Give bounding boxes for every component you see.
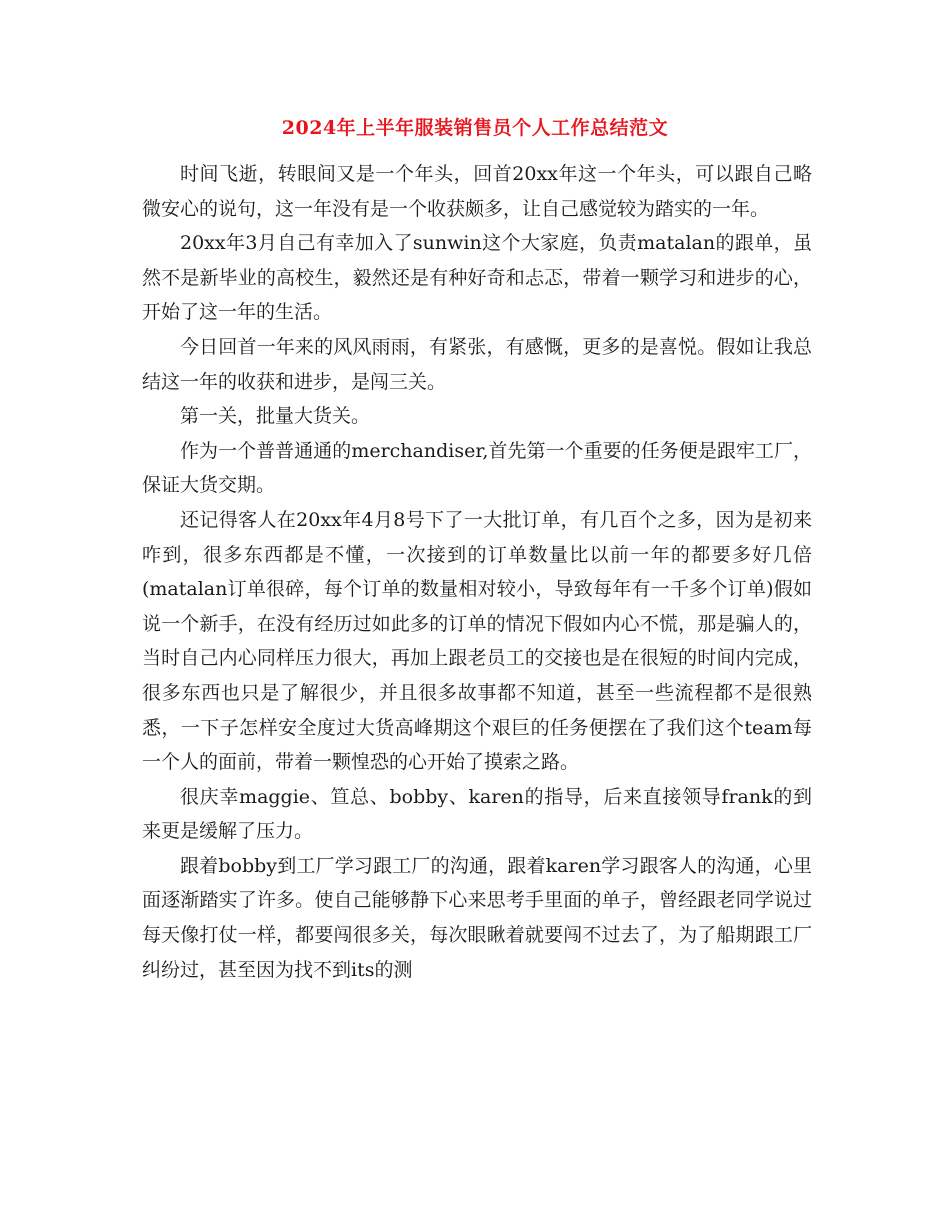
paragraph: 作为一个普普通通的merchandiser,首先第一个重要的任务便是跟牢工厂，保证大货交期。 [142, 439, 812, 497]
paragraph: 很庆幸maggie、笪总、bobby、karen的指导，后来直接领导frank的到来更是缓解了压力。 [142, 785, 812, 843]
paragraph: 今日回首一年来的风风雨雨，有紧张，有感慨，更多的是喜悦。假如让我总结这一年的收获和进步，是闯三关。 [142, 335, 812, 393]
paragraph: 20xx年3月自己有幸加入了sunwin这个大家庭，负责matalan的跟单，虽然不是新毕业的高校生，毅然还是有种好奇和忐忑，带着一颗学习和进步的心，开始了这一年的生活。 [142, 232, 812, 324]
paragraph: 第一关，批量大货关。 [180, 405, 371, 428]
paragraph: 跟着bobby到工厂学习跟工厂的沟通，跟着karen学习跟客人的沟通，心里面逐渐踏实了许多。使自己能够静下心来思考手里面的单子，曾经跟老同学说过每天像打仗一样，都要闯很多关，每次眼瞅着就要闯不过去了，为了船期跟工厂纠纷过，甚至因为找不到its的测 [142, 854, 812, 981]
document-body [142, 157, 812, 987]
paragraph: 时间飞逝，转眼间又是一个年头，回首20xx年这一个年头，可以跟自己略微安心的说句，这一年没有是一个收获颇多，让自己感觉较为踏实的一年。 [142, 163, 812, 220]
paragraph: 还记得客人在20xx年4月8号下了一大批订单，有几百个之多，因为是初来咋到，很多东西都是不懂，一次接到的订单数量比以前一年的都要多好几倍(matalan订单很碎，每个订单的数量相对较小，导致每年有一千多个订单)假如说一个新手，在没有经历过如此多的订单的情况下假如内心不慌，那是骗人的，当时自己内心同样压力很大，再加上跟老员工的交接也是在很短的时间内完成，很多东西也只是了解很少，并且很多故事都不知道，甚至一些流程都不是很熟悉，一下子怎样安全度过大货高峰期这个艰巨的任务便摆在了我们这个team每一个人的面前，带着一颗惶恐的心开始了摸索之路。 [142, 508, 812, 774]
document-title: 2024年上半年服装销售员个人工作总结范文 [281, 117, 669, 139]
